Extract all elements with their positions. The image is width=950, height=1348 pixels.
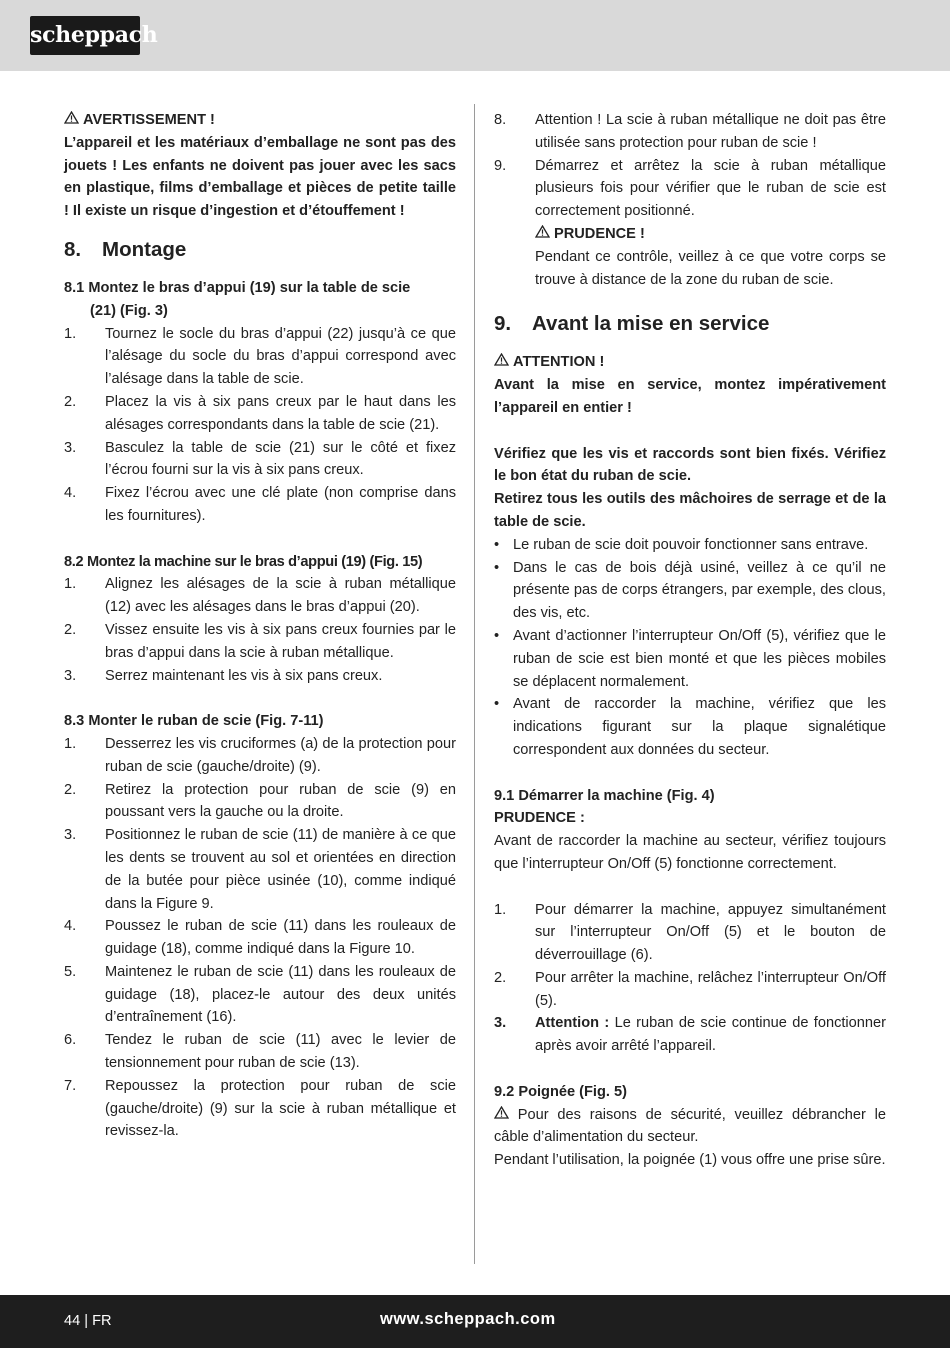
- list-item: • Avant d’actionner l’interrupteur On/Off (5), vérifiez que le ruban de scie est bien monté et que les pièces mobiles se déplacent normalement.: [494, 627, 886, 690]
- page-number: 44 | FR: [64, 1313, 112, 1329]
- list-item: 1. Pour démarrer la machine, appuyez simultanément sur l’interrupteur On/Off (5) et le bouton de déverrouillage (6).: [494, 901, 886, 964]
- warning-text: L’appareil et les matériaux d’emballage ne sont pas des jouets ! Les enfants ne doivent pas jouer avec les sacs en plastique, films d’emballage et pièces de petite taille ! Il existe un risque d’ingestion et d’étouffement !: [64, 134, 456, 220]
- list-item: 3. Basculez la table de scie (21) sur le côté et fixez l’écrou fourni sur la vis à six pans creux.: [64, 439, 456, 479]
- list-8-3-continued: [494, 109, 886, 223]
- list-item: • Dans le cas de bois déjà usiné, veillez à ce qu’il ne présente pas de corps étrangers, par exemple, des clous, des vis, etc.: [494, 559, 886, 622]
- list-item: 6. Tendez le ruban de scie (11) avec le levier de tensionnement pour ruban de scie (13).: [64, 1032, 456, 1072]
- list-item: 3. Attention : Le ruban de scie continue de fonctionner après avoir arrêté l’appareil.: [494, 1015, 886, 1055]
- section-9-heading: 9. Avant la mise en service: [494, 312, 770, 336]
- list-8-1: [64, 323, 456, 528]
- column-divider: [474, 104, 475, 1264]
- subsection-8-1-heading: 8.1 Montez le bras d’appui (19) sur la table de scie: [64, 279, 411, 296]
- list-item: 2. Vissez ensuite les vis à six pans creux fournies par le bras d’appui dans la scie à ruban métallique.: [64, 621, 456, 661]
- list-item: 4. Poussez le ruban de scie (11) dans les rouleaux de guidage (18), comme indiqué dans la Figure 10.: [64, 918, 456, 958]
- subsection-8-3-heading: 8.3 Monter le ruban de scie (Fig. 7-11): [64, 713, 324, 730]
- list-9-1: [494, 899, 886, 1059]
- list-item: 2. Retirez la protection pour ruban de scie (9) en poussant vers la gauche ou la droite.: [64, 781, 456, 821]
- subsection-8-2-heading: 8.2 Montez la machine sur le bras d’appui (19) (Fig. 15): [64, 553, 423, 570]
- left-column: [64, 109, 456, 1143]
- attention-text: Avant la mise en service, montez impérativement l’appareil en entier !: [494, 377, 886, 416]
- website-link[interactable]: www.scheppach.com: [380, 1310, 556, 1328]
- handle-grip-text: Pendant l’utilisation, la poignée (1) vous offre une prise sûre.: [494, 1152, 886, 1169]
- subsection-8-1-heading-cont: (21) (Fig. 3): [90, 302, 168, 319]
- list-item: • Avant de raccorder la machine, vérifiez que les indications figurant sur la plaque signalétique correspondent aux données du secteur.: [494, 696, 886, 758]
- list-item: 8. Attention ! La scie à ruban métallique ne doit pas être utilisée sans protection pour ruban de scie !: [494, 112, 886, 151]
- list-8-2: [64, 573, 456, 687]
- warning-title: AVERTISSEMENT !: [64, 109, 456, 132]
- list-item: 3. Positionnez le ruban de scie (11) de manière à ce que les dents se trouvent au sol et orientées en direction de la butée pour pièce usinée (10), comme indiqué dans la Figure 9.: [64, 827, 456, 912]
- prudence-text: Pendant ce contrôle, veillez à ce que votre corps se trouve à distance de la zone du ruban de scie.: [535, 248, 886, 288]
- list-item: 3. Serrez maintenant les vis à six pans creux.: [64, 667, 383, 684]
- list-item: • Le ruban de scie doit pouvoir fonctionner sans entrave.: [494, 536, 869, 553]
- section-8-heading: 8. Montage: [64, 237, 187, 261]
- bullet-list: [494, 534, 886, 762]
- remove-tools-text: Retirez tous les outils des mâchoires de serrage et de la table de scie.: [494, 491, 886, 530]
- check-fixings-text: Vérifiez que les vis et raccords sont bien fixés. Vérifiez le bon état du ruban de scie.: [494, 445, 886, 485]
- list-8-3: [64, 733, 456, 1143]
- right-column: [494, 109, 886, 1172]
- subsection-9-1-heading: 9.1 Démarrer la machine (Fig. 4): [494, 787, 715, 804]
- list-item: 5. Maintenez le ruban de scie (11) dans les rouleaux de guidage (18), placez-le autour des deux unités d’entraînement (16).: [64, 963, 456, 1026]
- footer-bar: [0, 1295, 950, 1348]
- list-item: 1. Tournez le socle du bras d’appui (22) jusqu’à ce que l’alésage du socle du bras d’appui correspond avec l’alésage dans la table de scie.: [64, 325, 456, 388]
- warning-triangle-icon: [494, 1106, 509, 1119]
- list-item: 2. Pour arrêter la machine, relâchez l’interrupteur On/Off (5).: [494, 969, 886, 1009]
- prudence-label: PRUDENCE :: [494, 810, 585, 827]
- list-item: 9. Démarrez et arrêtez la scie à ruban métallique plusieurs fois pour vérifier que le ruban de scie est correctement positionné.: [494, 157, 886, 220]
- subsection-9-2-heading: 9.2 Poignée (Fig. 5): [494, 1083, 627, 1100]
- list-item: 4. Fixez l’écrou avec une clé plate (non comprise dans les fournitures).: [64, 485, 456, 524]
- list-item: 7. Repoussez la protection pour ruban de scie (gauche/droite) (9) sur la scie à ruban métallique et revissez-la.: [64, 1077, 456, 1140]
- list-item: 1. Alignez les alésages de la scie à ruban métallique (12) avec les alésages dans le bras d’appui (20).: [64, 576, 456, 616]
- warning-triangle-icon: [64, 111, 79, 124]
- warning-triangle-icon: [535, 225, 550, 238]
- scheppach-logo: scheppach: [30, 16, 140, 55]
- list-item: 1. Desserrez les vis cruciformes (a) de la protection pour ruban de scie (gauche/droite) (9).: [64, 735, 456, 775]
- warning-triangle-icon: [494, 353, 509, 366]
- list-item: 2. Placez la vis à six pans creux par le haut dans les alésages correspondants dans la table de scie (21).: [64, 393, 456, 433]
- prudence-9-1-text: Avant de raccorder la machine au secteur, vérifiez toujours que l’interrupteur On/Off (5) fonctionne correctement.: [494, 833, 886, 872]
- handle-safety-text: Pour des raisons de sécurité, veuillez débrancher le câble d’alimentation du secteur.: [494, 1106, 886, 1146]
- prudence-title: PRUDENCE !: [494, 223, 886, 246]
- header-bar: [0, 0, 950, 71]
- attention-title: ATTENTION !: [494, 351, 886, 374]
